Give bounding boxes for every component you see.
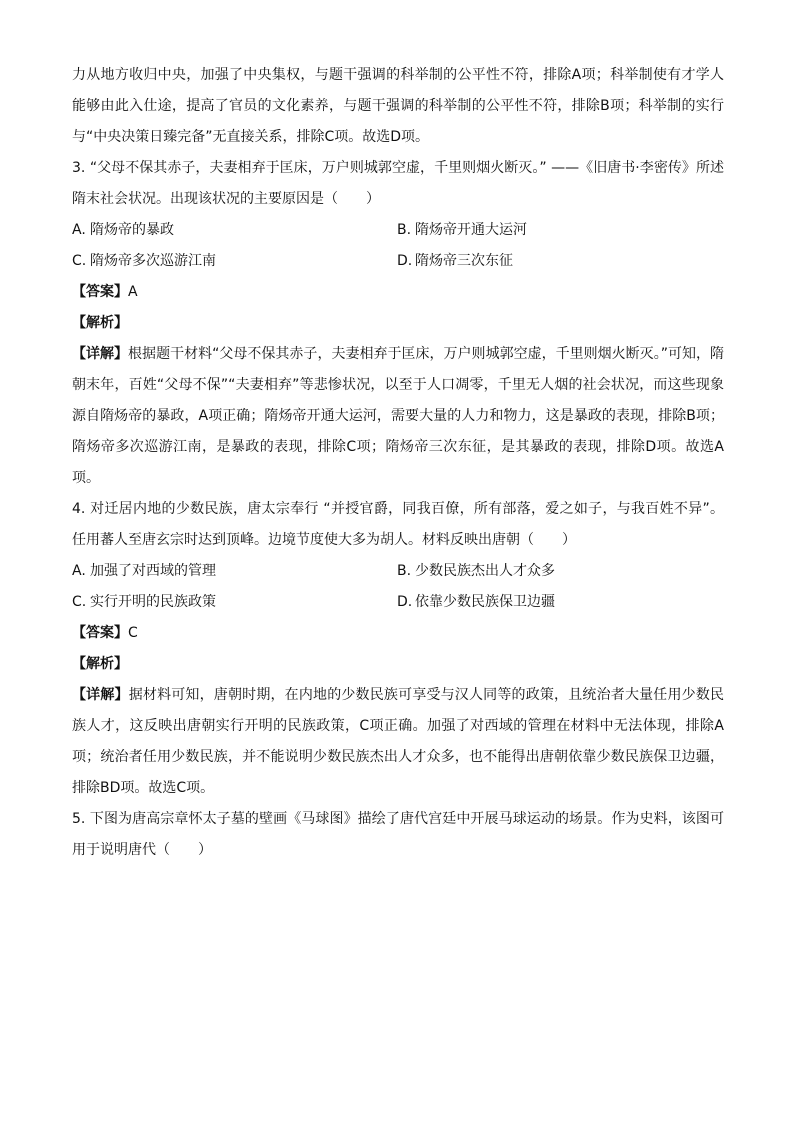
option-letter: C. [72, 594, 87, 610]
answer-tag: 【答案】 [72, 284, 128, 300]
options-list [72, 215, 724, 277]
answer-tag: 【答案】 [72, 625, 128, 641]
option-text: 实行开明的民族政策 [90, 594, 216, 610]
analysis-line [72, 308, 724, 339]
question-stem: 3. “父母不保其赤子，夫妻相弃于匡床，万户则城郭空虚，千里则烟火断灭。” ——《旧唐书·李密传》所述隋末社会状况。出现该状况的主要原因是（ ） [72, 160, 724, 207]
question-5 [72, 804, 724, 866]
option-letter: D. [397, 594, 413, 610]
option-text: 依靠少数民族保卫边疆 [415, 594, 555, 610]
option-text: 隋炀帝的暴政 [90, 222, 174, 238]
detail-tag: 【详解】 [72, 687, 129, 703]
option-letter: A. [72, 222, 86, 238]
answer-value: A [128, 284, 138, 300]
option-b [397, 556, 722, 587]
document-page [72, 60, 724, 866]
options-list [72, 556, 724, 618]
answer-value: C [128, 625, 138, 641]
option-d [397, 246, 722, 277]
option-letter: D. [397, 253, 413, 269]
detail-text: 据材料可知，唐朝时期，在内地的少数民族可享受与汉人同等的政策，且统治者大量任用少数民族人才，这反映出唐朝实行开明的民族政策，C项正确。加强了对西域的管理在材料中无法体现，排除A项；统治者任用少数民族，并不能说明少数民族杰出人才众多，也不能得出唐朝依靠少数民族保卫边疆，排除BD项。故选C项。 [72, 687, 725, 796]
previous-explanation: 力从地方收归中央，加强了中央集权，与题干强调的科举制的公平性不符，排除A项；科举制使有才学人能够由此入仕途，提高了官员的文化素养，与题干强调的科举制的公平性不符，排除B项；科举制的实行与“中央决策日臻完备”无直接关系，排除C项。故选D项。 [72, 67, 724, 145]
option-d [397, 587, 722, 618]
question-stem: 5. 下图为唐高宗章怀太子墓的壁画《马球图》描绘了唐代宫廷中开展马球运动的场景。作为史料，该图可用于说明唐代（ ） [72, 811, 724, 858]
question-3 [72, 153, 724, 494]
option-b [397, 215, 722, 246]
answer-line [72, 277, 724, 308]
option-text: 隋炀帝开通大运河 [415, 222, 527, 238]
detail-paragraph [72, 339, 724, 494]
option-c [72, 246, 397, 277]
option-letter: B. [397, 563, 412, 579]
option-a [72, 215, 397, 246]
option-c [72, 587, 397, 618]
option-a [72, 556, 397, 587]
analysis-line [72, 649, 724, 680]
detail-tag: 【详解】 [72, 346, 129, 362]
detail-text: 根据题干材料“父母不保其赤子，夫妻相弃于匡床，万户则城郭空虚，千里则烟火断灭。”可知，隋朝末年，百姓“父母不保”“夫妻相弃”等悲惨状况，以至于人口凋零，千里无人烟的社会状况，而这些现象源自隋炀帝的暴政，A项正确；隋炀帝开通大运河，需要大量的人力和物力，这是暴政的表现，排除B项；隋炀帝多次巡游江南，是暴政的表现，排除C项；隋炀帝三次东征，是其暴政的表现，排除D项。故选A项。 [72, 346, 724, 486]
analysis-tag: 【解析】 [72, 315, 128, 331]
option-text: 少数民族杰出人才众多 [415, 563, 555, 579]
question-stem: 4. 对迁居内地的少数民族，唐太宗奉行 “并授官爵，同我百僚，所有部落，爱之如子，与我百姓不异”。任用蕃人至唐玄宗时达到顶峰。边境节度使大多为胡人。材料反映出唐朝（ ） [72, 501, 724, 548]
question-4 [72, 494, 724, 804]
option-letter: C. [72, 253, 87, 269]
answer-line [72, 618, 724, 649]
option-text: 隋炀帝三次东征 [415, 253, 513, 269]
option-letter: B. [397, 222, 412, 238]
option-letter: A. [72, 563, 86, 579]
detail-paragraph [72, 680, 724, 804]
option-text: 隋炀帝多次巡游江南 [90, 253, 216, 269]
option-text: 加强了对西域的管理 [90, 563, 216, 579]
analysis-tag: 【解析】 [72, 656, 128, 672]
